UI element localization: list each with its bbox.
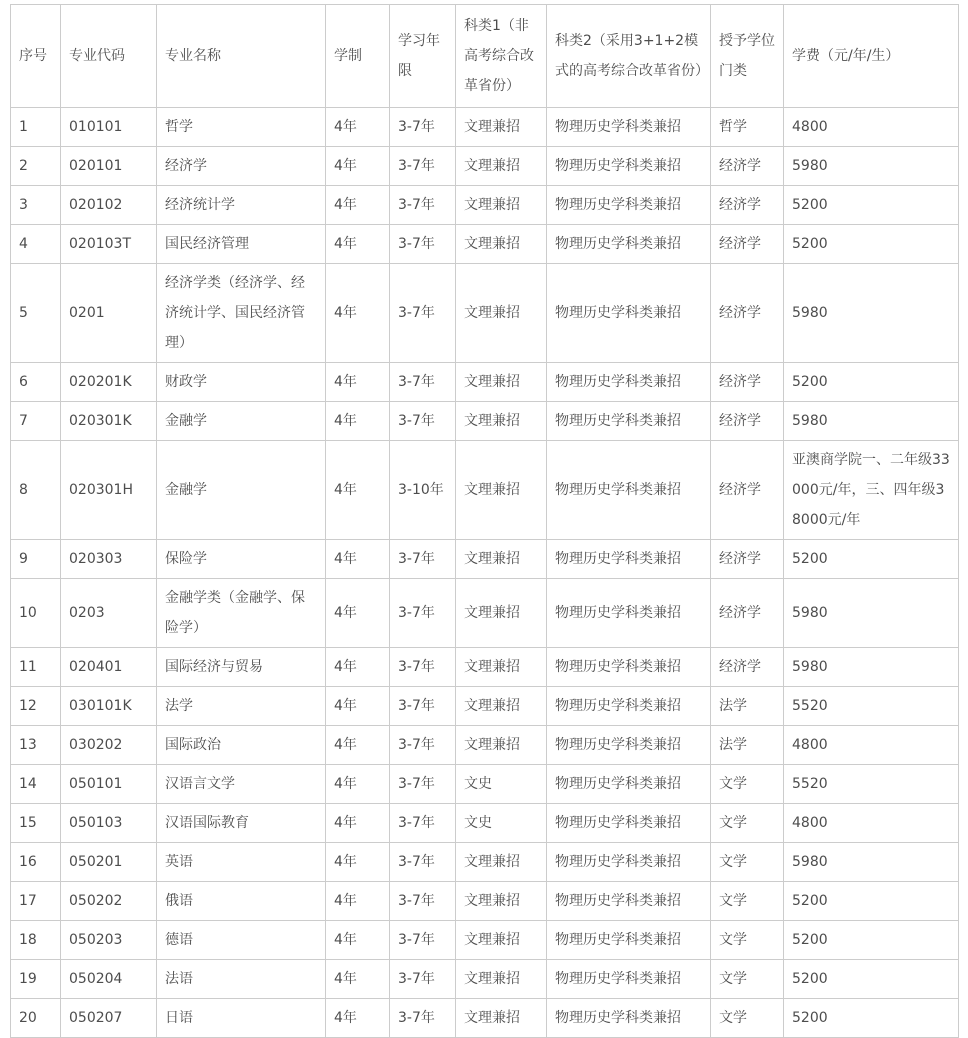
cell-cat2: 物理历史学科类兼招 (547, 843, 711, 882)
cell-cat1: 文理兼招 (456, 648, 547, 687)
cell-duration: 4年 (326, 960, 390, 999)
cell-cat1: 文理兼招 (456, 402, 547, 441)
table-row (11, 225, 959, 264)
column-header-fee: 学费（元/年/生） (784, 5, 959, 108)
cell-code: 050204 (61, 960, 157, 999)
cell-fee: 5200 (784, 882, 959, 921)
column-header-name: 专业名称 (157, 5, 326, 108)
cell-cat1: 文史 (456, 765, 547, 804)
cell-name: 国际政治 (157, 726, 326, 765)
table-row (11, 804, 959, 843)
majors-table (10, 4, 959, 1038)
cell-code: 050103 (61, 804, 157, 843)
cell-fee: 5200 (784, 921, 959, 960)
cell-degree: 文学 (711, 999, 784, 1038)
cell-cat2: 物理历史学科类兼招 (547, 579, 711, 648)
cell-duration: 4年 (326, 882, 390, 921)
cell-name: 金融学 (157, 402, 326, 441)
cell-degree: 经济学 (711, 579, 784, 648)
cell-cat1: 文理兼招 (456, 147, 547, 186)
cell-seq: 11 (11, 648, 61, 687)
cell-seq: 12 (11, 687, 61, 726)
cell-code: 0201 (61, 264, 157, 363)
cell-duration: 4年 (326, 108, 390, 147)
cell-cat1: 文理兼招 (456, 225, 547, 264)
cell-seq: 2 (11, 147, 61, 186)
cell-seq: 9 (11, 540, 61, 579)
cell-years: 3-7年 (390, 579, 456, 648)
cell-name: 财政学 (157, 363, 326, 402)
cell-cat2: 物理历史学科类兼招 (547, 960, 711, 999)
cell-name: 日语 (157, 999, 326, 1038)
cell-code: 020301H (61, 441, 157, 540)
cell-years: 3-7年 (390, 843, 456, 882)
cell-degree: 哲学 (711, 108, 784, 147)
cell-fee: 5200 (784, 186, 959, 225)
cell-cat2: 物理历史学科类兼招 (547, 147, 711, 186)
cell-name: 经济学类（经济学、经济统计学、国民经济管理） (157, 264, 326, 363)
cell-name: 英语 (157, 843, 326, 882)
cell-cat2: 物理历史学科类兼招 (547, 921, 711, 960)
cell-code: 020103T (61, 225, 157, 264)
table-row (11, 441, 959, 540)
cell-code: 050101 (61, 765, 157, 804)
cell-fee: 5200 (784, 540, 959, 579)
cell-years: 3-7年 (390, 648, 456, 687)
cell-seq: 3 (11, 186, 61, 225)
cell-code: 020101 (61, 147, 157, 186)
cell-cat2: 物理历史学科类兼招 (547, 225, 711, 264)
cell-seq: 16 (11, 843, 61, 882)
cell-seq: 7 (11, 402, 61, 441)
table-row (11, 108, 959, 147)
table-row (11, 999, 959, 1038)
cell-name: 经济学 (157, 147, 326, 186)
cell-degree: 文学 (711, 765, 784, 804)
cell-cat1: 文理兼招 (456, 186, 547, 225)
table-row (11, 579, 959, 648)
column-header-degree: 授予学位门类 (711, 5, 784, 108)
cell-seq: 10 (11, 579, 61, 648)
cell-duration: 4年 (326, 540, 390, 579)
cell-cat1: 文理兼招 (456, 726, 547, 765)
table-row (11, 843, 959, 882)
cell-degree: 经济学 (711, 147, 784, 186)
cell-name: 法学 (157, 687, 326, 726)
cell-fee: 4800 (784, 726, 959, 765)
cell-code: 020303 (61, 540, 157, 579)
header-row (11, 5, 959, 108)
column-header-seq: 序号 (11, 5, 61, 108)
cell-seq: 8 (11, 441, 61, 540)
cell-cat2: 物理历史学科类兼招 (547, 363, 711, 402)
cell-duration: 4年 (326, 186, 390, 225)
table-row (11, 726, 959, 765)
cell-name: 俄语 (157, 882, 326, 921)
table-row (11, 765, 959, 804)
table-row (11, 960, 959, 999)
cell-fee: 5200 (784, 960, 959, 999)
cell-duration: 4年 (326, 441, 390, 540)
cell-cat2: 物理历史学科类兼招 (547, 804, 711, 843)
cell-years: 3-7年 (390, 882, 456, 921)
cell-fee: 4800 (784, 108, 959, 147)
cell-cat2: 物理历史学科类兼招 (547, 108, 711, 147)
cell-seq: 6 (11, 363, 61, 402)
cell-degree: 文学 (711, 804, 784, 843)
cell-cat2: 物理历史学科类兼招 (547, 687, 711, 726)
cell-name: 国民经济管理 (157, 225, 326, 264)
cell-duration: 4年 (326, 921, 390, 960)
cell-seq: 20 (11, 999, 61, 1038)
cell-duration: 4年 (326, 225, 390, 264)
table-row (11, 147, 959, 186)
cell-code: 010101 (61, 108, 157, 147)
cell-fee: 5980 (784, 264, 959, 363)
cell-cat1: 文理兼招 (456, 960, 547, 999)
cell-duration: 4年 (326, 402, 390, 441)
cell-cat2: 物理历史学科类兼招 (547, 264, 711, 363)
cell-degree: 文学 (711, 960, 784, 999)
cell-degree: 文学 (711, 882, 784, 921)
cell-name: 德语 (157, 921, 326, 960)
table-row (11, 186, 959, 225)
cell-degree: 经济学 (711, 186, 784, 225)
cell-years: 3-7年 (390, 960, 456, 999)
cell-duration: 4年 (326, 363, 390, 402)
cell-years: 3-7年 (390, 402, 456, 441)
cell-cat1: 文理兼招 (456, 363, 547, 402)
table-row (11, 882, 959, 921)
cell-fee: 5520 (784, 687, 959, 726)
column-header-code: 专业代码 (61, 5, 157, 108)
cell-cat1: 文理兼招 (456, 999, 547, 1038)
cell-fee: 5980 (784, 147, 959, 186)
cell-seq: 13 (11, 726, 61, 765)
cell-fee: 亚澳商学院一、二年级33000元/年，三、四年级38000元/年 (784, 441, 959, 540)
cell-name: 金融学 (157, 441, 326, 540)
table-row (11, 921, 959, 960)
table-row (11, 402, 959, 441)
cell-cat2: 物理历史学科类兼招 (547, 540, 711, 579)
cell-cat1: 文理兼招 (456, 108, 547, 147)
cell-code: 020201K (61, 363, 157, 402)
cell-degree: 经济学 (711, 225, 784, 264)
cell-cat2: 物理历史学科类兼招 (547, 999, 711, 1038)
cell-years: 3-7年 (390, 921, 456, 960)
cell-duration: 4年 (326, 843, 390, 882)
cell-code: 020102 (61, 186, 157, 225)
cell-years: 3-7年 (390, 540, 456, 579)
cell-fee: 5520 (784, 765, 959, 804)
cell-cat1: 文理兼招 (456, 540, 547, 579)
cell-duration: 4年 (326, 264, 390, 363)
cell-name: 保险学 (157, 540, 326, 579)
cell-duration: 4年 (326, 804, 390, 843)
cell-years: 3-7年 (390, 225, 456, 264)
cell-degree: 经济学 (711, 441, 784, 540)
cell-degree: 经济学 (711, 540, 784, 579)
cell-fee: 5200 (784, 363, 959, 402)
cell-cat2: 物理历史学科类兼招 (547, 186, 711, 225)
table-row (11, 687, 959, 726)
cell-duration: 4年 (326, 765, 390, 804)
cell-duration: 4年 (326, 648, 390, 687)
cell-cat1: 文理兼招 (456, 579, 547, 648)
cell-cat1: 文理兼招 (456, 264, 547, 363)
cell-years: 3-7年 (390, 765, 456, 804)
cell-seq: 5 (11, 264, 61, 363)
cell-seq: 15 (11, 804, 61, 843)
cell-fee: 5980 (784, 402, 959, 441)
cell-name: 法语 (157, 960, 326, 999)
cell-cat1: 文理兼招 (456, 687, 547, 726)
cell-name: 国际经济与贸易 (157, 648, 326, 687)
cell-fee: 5980 (784, 648, 959, 687)
table-row (11, 540, 959, 579)
table-row (11, 264, 959, 363)
cell-code: 030202 (61, 726, 157, 765)
cell-years: 3-7年 (390, 108, 456, 147)
cell-years: 3-10年 (390, 441, 456, 540)
cell-code: 050202 (61, 882, 157, 921)
cell-seq: 17 (11, 882, 61, 921)
cell-code: 050201 (61, 843, 157, 882)
cell-years: 3-7年 (390, 687, 456, 726)
cell-code: 050203 (61, 921, 157, 960)
column-header-cat1: 科类1（非高考综合改革省份） (456, 5, 547, 108)
cell-name: 金融学类（金融学、保险学） (157, 579, 326, 648)
cell-cat1: 文理兼招 (456, 843, 547, 882)
cell-degree: 经济学 (711, 363, 784, 402)
cell-years: 3-7年 (390, 186, 456, 225)
cell-cat1: 文理兼招 (456, 882, 547, 921)
cell-code: 030101K (61, 687, 157, 726)
cell-cat2: 物理历史学科类兼招 (547, 648, 711, 687)
cell-degree: 文学 (711, 921, 784, 960)
cell-years: 3-7年 (390, 999, 456, 1038)
cell-cat2: 物理历史学科类兼招 (547, 882, 711, 921)
cell-name: 汉语国际教育 (157, 804, 326, 843)
cell-duration: 4年 (326, 999, 390, 1038)
column-header-cat2: 科类2（采用3+1+2模式的高考综合改革省份） (547, 5, 711, 108)
cell-years: 3-7年 (390, 726, 456, 765)
cell-fee: 5200 (784, 999, 959, 1038)
cell-duration: 4年 (326, 579, 390, 648)
cell-years: 3-7年 (390, 804, 456, 843)
cell-years: 3-7年 (390, 264, 456, 363)
cell-code: 050207 (61, 999, 157, 1038)
cell-degree: 经济学 (711, 264, 784, 363)
cell-fee: 5980 (784, 843, 959, 882)
cell-seq: 4 (11, 225, 61, 264)
cell-code: 020301K (61, 402, 157, 441)
column-header-years: 学习年限 (390, 5, 456, 108)
cell-name: 经济统计学 (157, 186, 326, 225)
cell-cat2: 物理历史学科类兼招 (547, 402, 711, 441)
table-row (11, 363, 959, 402)
cell-degree: 经济学 (711, 402, 784, 441)
cell-name: 哲学 (157, 108, 326, 147)
cell-name: 汉语言文学 (157, 765, 326, 804)
cell-degree: 法学 (711, 687, 784, 726)
cell-degree: 经济学 (711, 648, 784, 687)
cell-seq: 14 (11, 765, 61, 804)
cell-years: 3-7年 (390, 147, 456, 186)
cell-degree: 法学 (711, 726, 784, 765)
cell-code: 020401 (61, 648, 157, 687)
cell-degree: 文学 (711, 843, 784, 882)
cell-cat2: 物理历史学科类兼招 (547, 726, 711, 765)
cell-duration: 4年 (326, 687, 390, 726)
cell-fee: 5980 (784, 579, 959, 648)
column-header-duration: 学制 (326, 5, 390, 108)
cell-code: 0203 (61, 579, 157, 648)
cell-seq: 18 (11, 921, 61, 960)
cell-seq: 19 (11, 960, 61, 999)
cell-duration: 4年 (326, 147, 390, 186)
cell-cat1: 文理兼招 (456, 921, 547, 960)
cell-cat1: 文史 (456, 804, 547, 843)
table-row (11, 648, 959, 687)
cell-fee: 5200 (784, 225, 959, 264)
cell-cat2: 物理历史学科类兼招 (547, 441, 711, 540)
cell-duration: 4年 (326, 726, 390, 765)
cell-cat2: 物理历史学科类兼招 (547, 765, 711, 804)
cell-fee: 4800 (784, 804, 959, 843)
cell-years: 3-7年 (390, 363, 456, 402)
cell-cat1: 文理兼招 (456, 441, 547, 540)
cell-seq: 1 (11, 108, 61, 147)
